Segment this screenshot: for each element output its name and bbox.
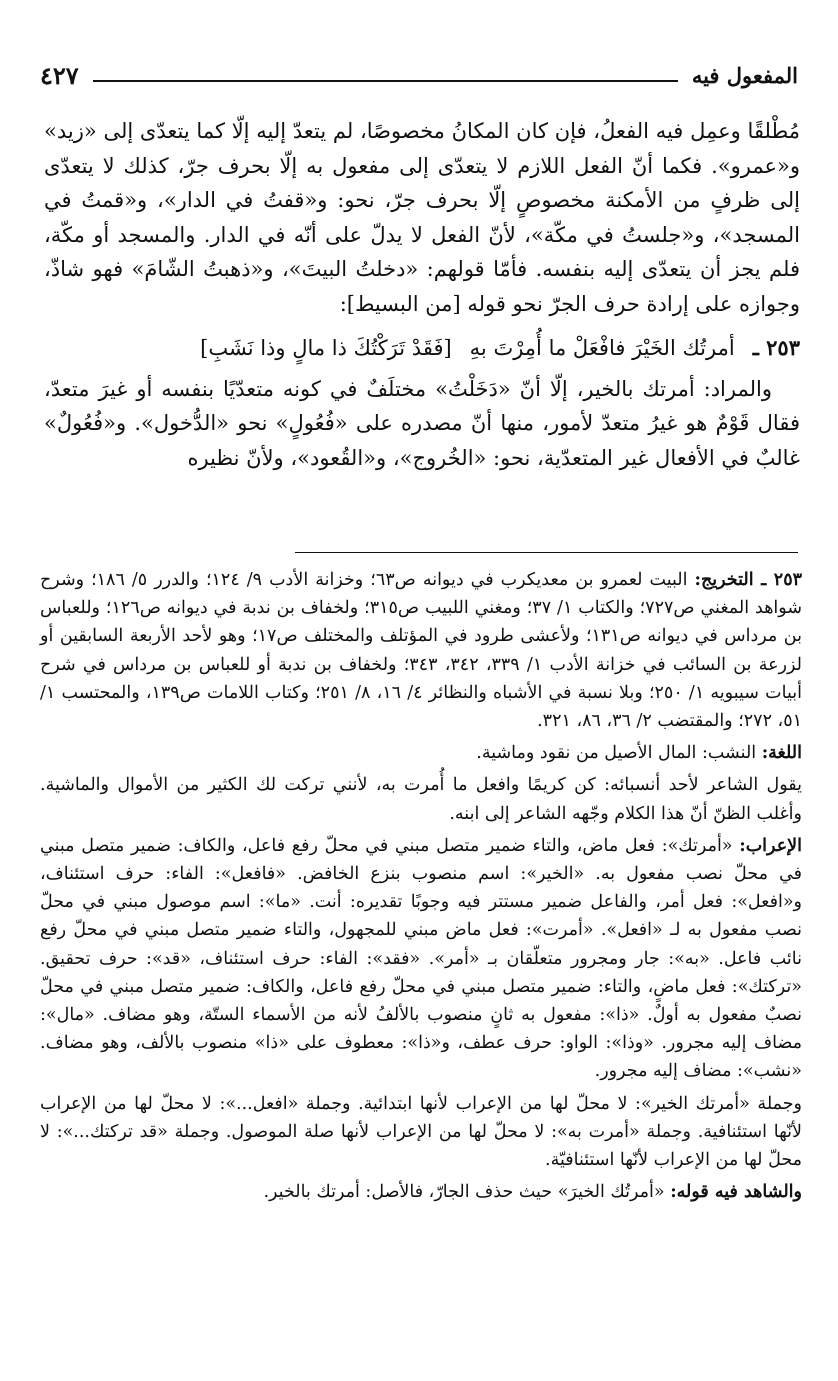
page-header (40, 58, 798, 88)
page-number: ٤٢٧ (40, 61, 79, 90)
jumal-note: وجملة «أمرتك الخير»: لا محلّ لها من الإعراب لأنها ابتدائية. وجملة «افعل...»: لا محلّ لها من الإعراب لأنّها استئنافية. وجملة «أمرت به»: لا محلّ لها من الإعراب لأنها صلة الموصول. وجملة «قد تركتك...»: لا محلّ لها من الإعراب لأنّها استئنافيّة. (40, 1093, 802, 1171)
paragraph-1: مُطْلقًا وعمِل فيه الفعلُ، فإن كان المكانُ مخصوصًا، لم يتعدّ إليه إلّا كما يتعدّى إلى «زيد» و«عمرو». فكما أنّ الفعل اللازم لا يتعدّى إلى مفعول به إلّا بحرف جرّ، كذلك لا يتعدّى إلى ظرفٍ من الأمكنة مخصوصٍ إلّا بحرف جرّ، نحو: و«قفتُ في الدار»، و«قمتُ في المسجد»، و«جلستُ في مكّة»، لأنّ الفعل لا يدلّ على أنّه في الدار. والمسجد أو مكّة، فلم يجز أن يتعدّى إليه بنفسه. فأمّا قولهم: «دخلتُ البيتَ»، و«ذهبتُ الشّامَ» فهو شاذّ، وجوازه على إرادة حرف الجرّ نحو قوله [من البسيط]: (44, 119, 800, 316)
shahid-text: «أمرتُك الخيرَ» حيث حذف الجارّ، فالأصل: أمرتك بالخير. (263, 1182, 665, 1203)
main-text (44, 114, 800, 475)
verse-second-hemistich: [فَقَدْ تَرَكْتُكَ ذا مالٍ وذا نَشَبِ] (200, 336, 452, 360)
meaning-note: يقول الشاعر لأحد أنسبائه: كن كريمًا وافعل ما أُمرت به، لأنني تركت لك الكثير من الأموال والماشية. وأغلب الظنّ أنّ هذا الكلام وجّهه الشاعر إلى ابنه. (40, 775, 802, 824)
footnote-divider (295, 552, 798, 553)
verse-first-hemistich: أمرتُك الخَيْرَ فافْعَلْ ما أُمِرْتَ بهِ (469, 336, 735, 360)
footnotes (40, 566, 802, 1210)
shahid-label: والشاهد فيه قوله: (670, 1182, 802, 1203)
verse-253 (44, 331, 800, 366)
lugha-text: النشب: المال الأصيل من نقود وماشية. (476, 743, 757, 764)
irab-label: الإعراب: (739, 835, 802, 856)
shahid-note (40, 1178, 802, 1206)
irab-text: «أمرتك»: فعل ماض، والتاء ضمير متصل مبني في محلّ رفع فاعل، والكاف: ضمير متصل مبني في محلّ نصب مفعول به. «الخير»: اسم منصوب بنزع الخافض. «فافعل»: الفاء: حرف استئناف، و«افعل»: فعل أمر، والفاعل ضمير مستتر فيه وجوبًا تقديره: أنت. «ما»: اسم موصول مبني في محلّ نصب مفعول به لـ «افعل». «أمرت»: فعل ماض مبني للمجهول، والتاء ضمير متصل مبني في محلّ رفع نائب فاعل. «به»: جار ومجرور متعلّقان بـ «أمر». «فقد»: الفاء: حرف استئناف، «قد»: حرف تحقيق. «تركتك»: فعل ماضٍ، والتاء: ضمير متصل مبني في محلّ رفع فاعل، والكاف: ضمير متصل مبني في محلّ نصبٌ مفعول به أولٌ. «ذا»: مفعول به ثانٍ منصوب بالألفُ لأنه من الأسماء الستّة، وهو مضاف. «مال»: مضاف إليه مجرور. «وذا»: الواو: حرف عطف، و«ذا»: معطوف على «ذا» منصوب بالألف، وهو مضاف. «نشب»: مضاف إليه مجرور. (40, 835, 802, 1082)
paragraph-2: والمراد: أمرتك بالخير، إلّا أنّ «دَخَلْتُ» مختلَفٌ في كونه متعدّيًا بنفسه أو غيرَ متعدّ، فقال قَوْمٌ هو غيرُ متعدّ لأمور، منها أنّ مصدره على «فُعُولٍ» نحو «الدُّخول». و«فُعُولٌ» غالبٌ في الأفعال غير المتعدّية، نحو: «الخُروج»، و«القُعود»، ولأنّ نظيره (44, 376, 800, 470)
lugha-note (40, 739, 802, 767)
takhrij-text: البيت لعمرو بن معديكرب في ديوانه ص٦٣؛ وخزانة الأدب ٩/ ١٢٤؛ والدرر ٥/ ١٨٦؛ وشرح شواهد المغني ص٧٢٧؛ والكتاب ١/ ٣٧؛ ومغني اللبيب ص٣١٥؛ ولخفاف بن ندبة في ديوانه ص١٢٦؛ وللعباس بن مرداس في ديوانه ص١٣١؛ ولأعشى طرود في المؤتلف والمختلف ص١٧؛ وهو لأحد الأربعة السابقين أو لزرعة بن السائب في خزانة الأدب ١/ ٣٣٩، ٣٤٢، ٣٤٣؛ ولخفاف بن ندبة أو للعباس بن مرداس في شرح أبيات سيبويه ١/ ٢٥٠؛ وبلا نسبة في الأشباه والنظائر ٤/ ١٦، ٨/ ٢٥١؛ وكتاب اللامات ص١٣٩، والمحتسب ١/ ٥١، ٢٧٢؛ والمقتضب ٢/ ٣٦، ٨٦، ٣٢١. (40, 570, 802, 732)
lugha-label: اللغة: (761, 743, 802, 764)
running-title: المفعول فيه (691, 63, 798, 88)
header-rule (93, 80, 678, 82)
verse-number: ٢٥٣ ـ (752, 335, 800, 360)
irab-note (40, 832, 802, 1086)
takhrij-note (40, 566, 802, 735)
takhrij-label: ٢٥٣ ـ التخريج: (694, 570, 802, 590)
